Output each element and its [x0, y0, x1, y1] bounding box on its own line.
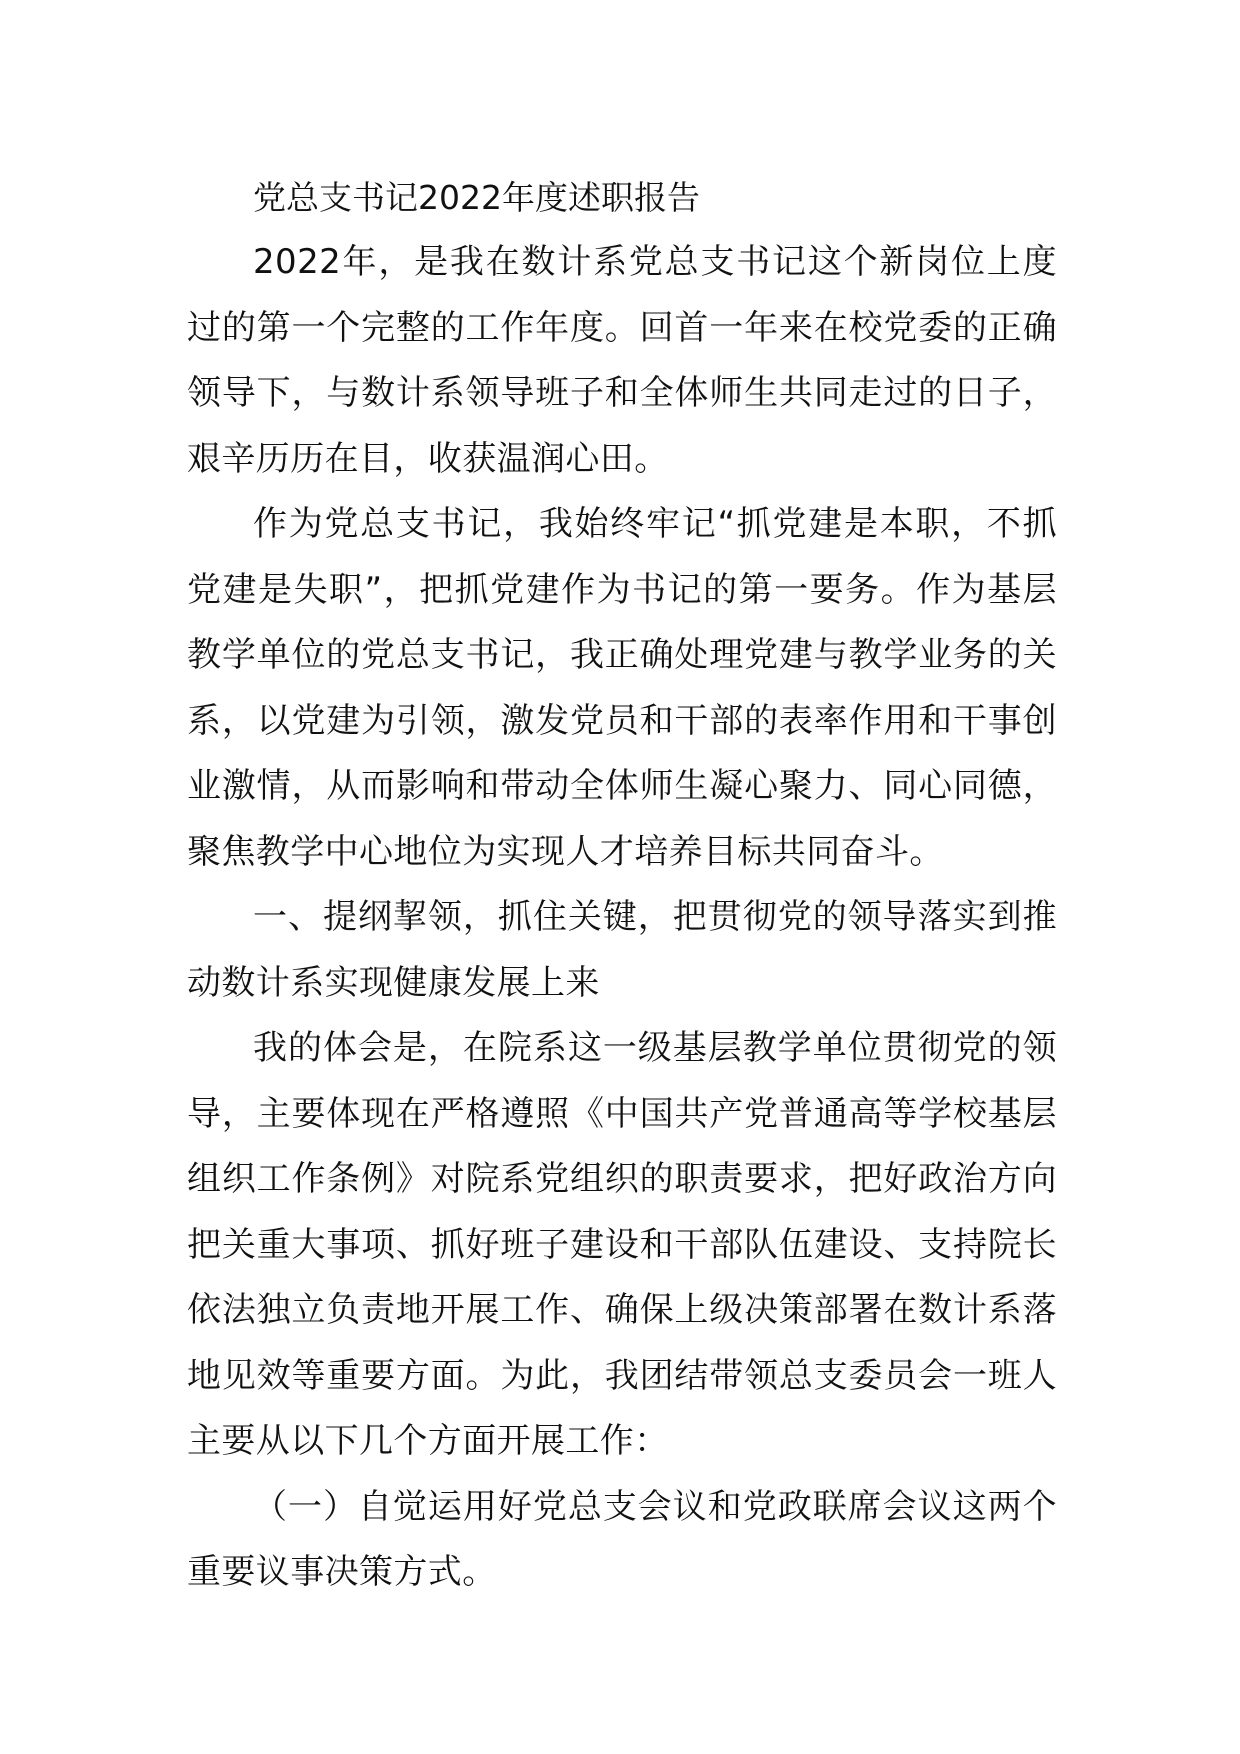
document-title: 党总支书记2022年度述职报告	[253, 178, 700, 217]
paragraph-intro: 2022年，是我在数计系党总支书记这个新岗位上度过的第一个完整的工作年度。回首一年来在校党委的正确领导下，与数计系领导班子和全体师生共同走过的日子，艰辛历历在目，收获温润心田。	[187, 242, 1057, 479]
paragraph-party-building: 作为党总支书记，我始终牢记“抓党建是本职，不抓党建是失职”，把抓党建作为书记的第一要务。作为基层教学单位的党总支书记，我正确处理党建与教学业务的关系，以党建为引领，激发党员和干部的表率作用和干事创业激情，从而影响和带动全体师生凝心聚力、同心同德，聚焦教学中心地位为实现人才培养目标共同奋斗。	[187, 504, 1057, 872]
document-body	[187, 166, 1057, 1606]
paragraph-experience: 我的体会是，在院系这一级基层教学单位贯彻党的领导，主要体现在严格遵照《中国共产党普通高等学校基层组织工作条例》对院系党组织的职责要求，把好政治方向把关重大事项、抓好班子建设和干部队伍建设、支持院长依法独立负责地开展工作、确保上级决策部署在数计系落地见效等重要方面。为此，我团结带领总支委员会一班人主要从以下几个方面开展工作：	[187, 1028, 1057, 1461]
subsection-heading-1: （一）自觉运用好党总支会议和党政联席会议这两个重要议事决策方式。	[187, 1486, 1057, 1592]
section-heading-1: 一、提纲挈领，抓住关键，把贯彻党的领导落实到推动数计系实现健康发展上来	[187, 897, 1057, 1003]
